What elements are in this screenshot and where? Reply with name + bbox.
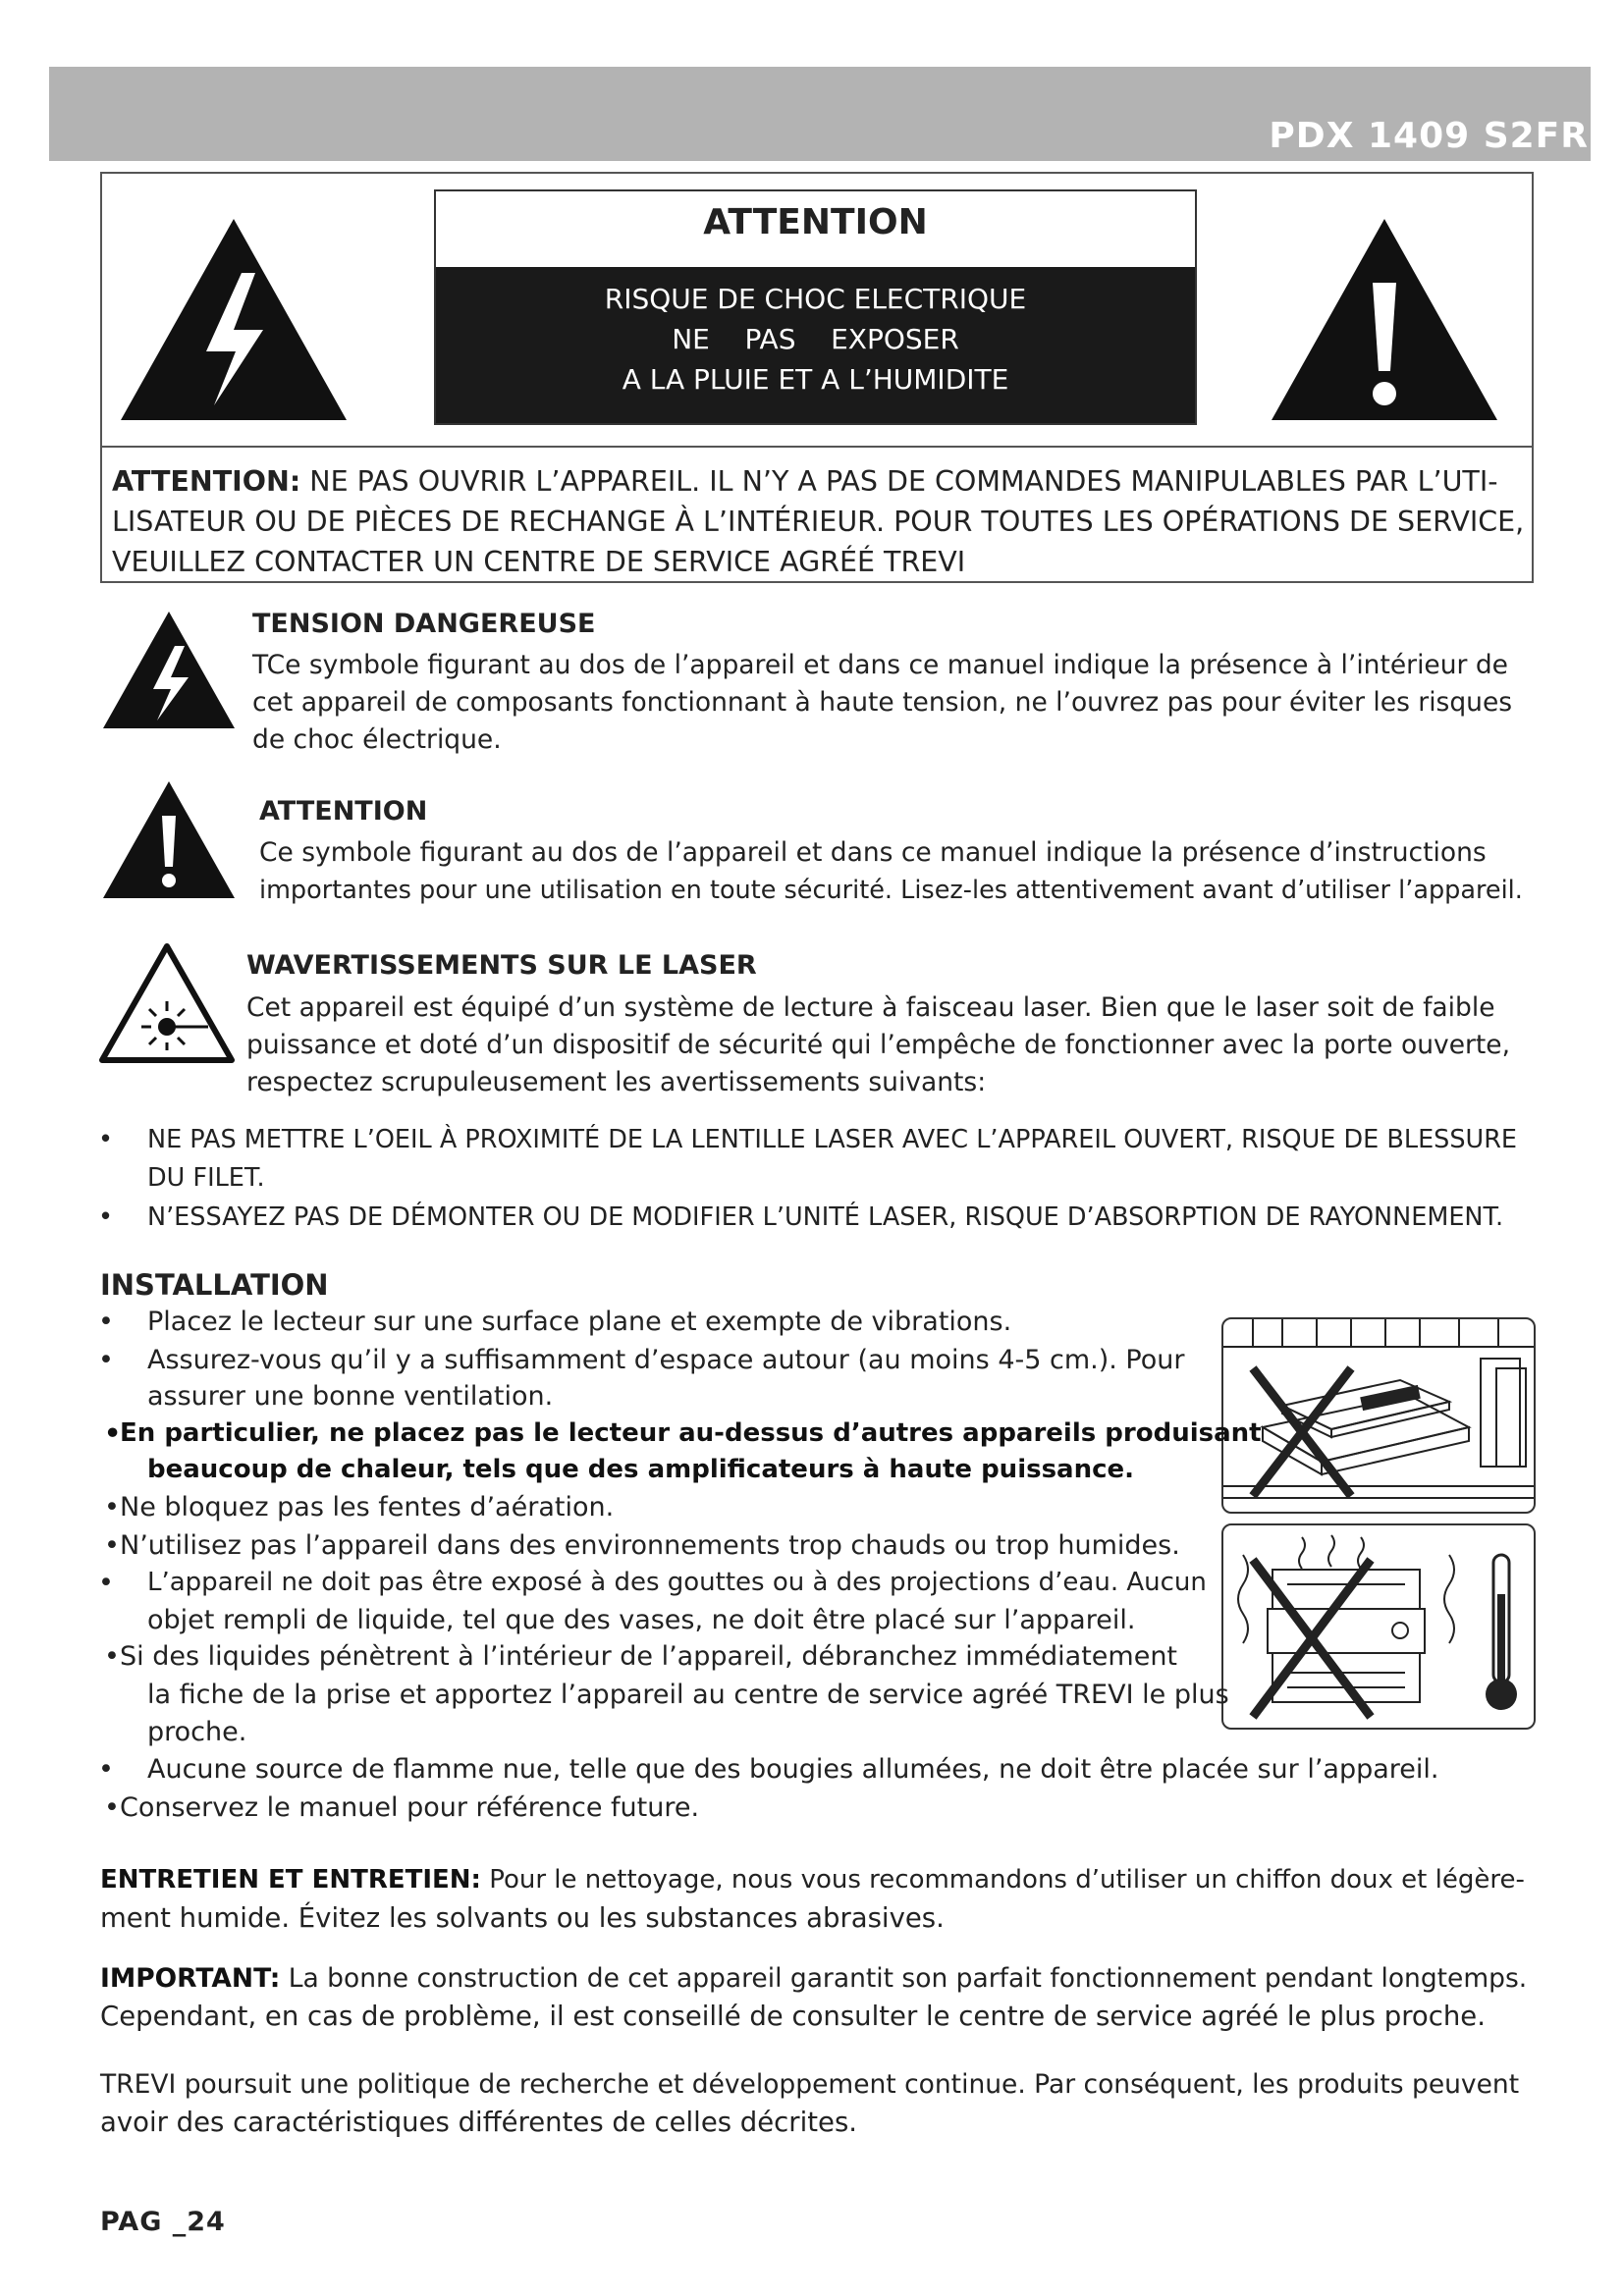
- installation-line-5: beaucoup de chaleur, tels que des amplificateurs à haute puissance.: [147, 1455, 1135, 1484]
- attention-line-2: NE PAS EXPOSER: [672, 323, 959, 355]
- bullet-dot: •: [98, 1202, 114, 1232]
- model-number: PDX 1409 S2FR: [1269, 116, 1589, 156]
- installation-line-3: assurer une bonne ventilation.: [147, 1381, 554, 1412]
- installation-line-12: proche.: [147, 1717, 247, 1747]
- trevi-line-2: avoir des caractéristiques différentes de celles décrites.: [100, 2107, 858, 2138]
- lightning-warning-icon: [116, 214, 352, 425]
- bullet-dot: •: [104, 1418, 122, 1449]
- bullet-dot: •: [98, 1125, 114, 1154]
- attention-section-line-2: importantes pour une utilisation en toute sécurité. Lisez-les attentivement avant d’utiliser l’appareil.: [259, 876, 1523, 905]
- laser-line-1: Cet appareil est équipé d’un système de lecture à faisceau laser. Bien que le laser soit de faible: [246, 992, 1495, 1023]
- laser-bullet-2: N’ESSAYEZ PAS DE DÉMONTER OU DE MODIFIER L’UNITÉ LASER, RISQUE D’ABSORPTION DE RAYONNEMENT.: [147, 1202, 1504, 1232]
- installation-line-13: Aucune source de flamme nue, telle que des bougies allumées, ne doit être placée sur l’appareil.: [147, 1754, 1439, 1785]
- tension-line-2: cet appareil de composants fonctionnant à haute tension, ne l’ouvrez pas pour éviter les risques: [252, 687, 1513, 718]
- heat-crossed-icon: [1223, 1525, 1534, 1728]
- bullet-dot: •: [98, 1568, 114, 1598]
- caution-icon: [100, 778, 238, 901]
- laser-bullet-1: NE PAS METTRE L’OEIL À PROXIMITÉ DE LA LENTILLE LASER AVEC L’APPAREIL OUVERT, RISQUE DE BLESSURE: [147, 1125, 1518, 1154]
- laser-line-3: respectez scrupuleusement les avertissements suivants:: [246, 1067, 987, 1097]
- warning-notice-label: ATTENTION:: [112, 465, 301, 498]
- exclamation-warning-icon: [1267, 214, 1502, 425]
- bullet-dot: •: [104, 1492, 120, 1522]
- trevi-line-1: TREVI poursuit une politique de recherche et développement continue. Par conséquent, les produits peuvent: [100, 2069, 1520, 2100]
- tension-title: TENSION DANGEREUSE: [252, 609, 596, 639]
- laser-line-2: puissance et doté d’un dispositif de sécurité qui l’empêche de fonctionner avec la porte ouverte,: [246, 1030, 1511, 1060]
- installation-line-7: N’utilisez pas l’appareil dans des environnements trop chauds ou trop humides.: [120, 1530, 1180, 1561]
- warning-notice-line-1: ATTENTION: NE PAS OUVRIR L’APPAREIL. IL N’Y A PAS DE COMMANDES MANIPULABLES PAR L’UTI-: [112, 465, 1498, 498]
- attention-line-3: A LA PLUIE ET A L’HUMIDITE: [622, 363, 1009, 396]
- bullet-dot: •: [98, 1307, 114, 1337]
- bullet-dot: •: [104, 1530, 120, 1561]
- installation-line-6: Ne bloquez pas les fentes d’aération.: [120, 1492, 615, 1522]
- laser-bullet-1-cont: DU FILET.: [147, 1163, 265, 1193]
- page-number: PAG _24: [100, 2207, 226, 2237]
- warning-box-divider: [100, 446, 1534, 448]
- attention-line-1: RISQUE DE CHOC ELECTRIQUE: [604, 283, 1027, 315]
- warning-notice-line-2: LISATEUR OU DE PIÈCES DE RECHANGE À L’INTÉRIEUR. POUR TOUTES LES OPÉRATIONS DE SERVICE,: [112, 506, 1525, 538]
- stacking-warning-illustration: [1221, 1317, 1536, 1514]
- laser-title: WAVERTISSEMENTS SUR LE LASER: [246, 950, 757, 981]
- important-label: IMPORTANT:: [100, 1963, 281, 1994]
- important-line-1: IMPORTANT: La bonne construction de cet appareil garantit son parfait fonctionnement pendant longtemps.: [100, 1963, 1528, 1994]
- attention-section-line-1: Ce symbole figurant au dos de l’appareil et dans ce manuel indique la présence d’instructions: [259, 837, 1487, 868]
- bullet-dot: •: [98, 1754, 114, 1785]
- maintenance-label: ENTRETIEN ET ENTRETIEN:: [100, 1865, 481, 1895]
- maintenance-line-1: ENTRETIEN ET ENTRETIEN: Pour le nettoyage, nous vous recommandons d’utiliser un chiffon doux et légère-: [100, 1865, 1525, 1895]
- laser-radiation-icon: [98, 942, 236, 1065]
- maintenance-line-2: ment humide. Évitez les solvants ou les substances abrasives.: [100, 1902, 945, 1934]
- tension-line-3: de choc électrique.: [252, 724, 502, 755]
- attention-section-title: ATTENTION: [259, 796, 428, 827]
- installation-title: INSTALLATION: [100, 1268, 329, 1302]
- tension-line-1: TCe symbole figurant au dos de l’appareil et dans ce manuel indique la présence à l’intérieur de: [252, 650, 1508, 680]
- warning-notice-line-3: VEUILLEZ CONTACTER UN CENTRE DE SERVICE AGRÉÉ TREVI: [112, 546, 966, 578]
- installation-line-2: Assurez-vous qu’il y a suffisamment d’espace autour (au moins 4-5 cm.). Pour: [147, 1345, 1185, 1375]
- installation-line-4: En particulier, ne placez pas le lecteur au-dessus d’autres appareils produisant: [120, 1418, 1262, 1448]
- bullet-dot: •: [104, 1641, 120, 1672]
- installation-line-10: Si des liquides pénètrent à l’intérieur de l’appareil, débranchez immédiatement: [120, 1641, 1178, 1672]
- important-line-2: Cependant, en cas de problème, il est conseillé de consulter le centre de service agréé le plus proche.: [100, 2001, 1486, 2032]
- heat-warning-illustration: [1221, 1523, 1536, 1730]
- installation-line-8: L’appareil ne doit pas être exposé à des gouttes ou à des projections d’eau. Aucun: [147, 1568, 1207, 1597]
- installation-line-11: la fiche de la prise et apportez l’appareil au centre de service agréé TREVI le plus: [147, 1680, 1229, 1710]
- attention-title: ATTENTION: [703, 202, 928, 242]
- high-voltage-icon: [100, 609, 238, 731]
- bullet-dot: •: [98, 1345, 114, 1375]
- bullet-dot: •: [104, 1792, 120, 1823]
- installation-line-1: Placez le lecteur sur une surface plane et exempte de vibrations.: [147, 1307, 1012, 1337]
- stacking-crossed-icon: [1223, 1319, 1534, 1512]
- installation-line-14: Conservez le manuel pour référence future.: [120, 1792, 700, 1823]
- installation-line-9: objet rempli de liquide, tel que des vases, ne doit être placé sur l’appareil.: [147, 1605, 1136, 1635]
